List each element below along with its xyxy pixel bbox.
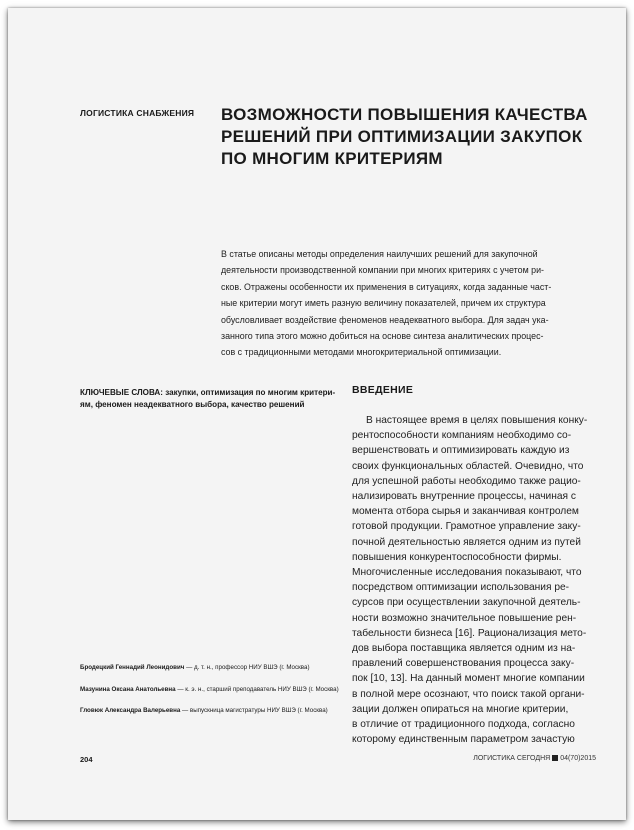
journal-footer [473,755,596,762]
author-description: — выпускница магистратуры НИУ ВШЭ (г. Москва) [180,707,328,714]
body-line: Многочисленные исследования показывают, что [352,567,582,579]
title-line: РЕШЕНИЙ ПРИ ОПТИМИЗАЦИИ ЗАКУПОК [221,127,583,146]
section-heading: ВВЕДЕНИЕ [352,384,414,396]
title-line: ВОЗМОЖНОСТИ ПОВЫШЕНИЯ КАЧЕСТВА [221,105,588,124]
body-line: которому единственным параметром зачастую [352,734,575,746]
keywords [80,387,342,411]
page-number: 204 [80,755,93,764]
author-list [80,664,350,729]
author-entry [80,707,350,715]
body-text [352,413,602,747]
body-line: сурсов при осуществлении закупочной деятель- [352,597,581,609]
author-entry [80,664,350,672]
abstract-line: обусловливает воздействие феноменов неадекватного выбора. Для задач ука- [221,314,549,325]
body-line: готовой продукции. Грамотное управление заку- [352,521,581,533]
body-line: пок [10, 13]. На данный момент многие компании [352,673,585,685]
body-line: почной деятельностью является одним из путей [352,536,581,548]
body-line: правлений совершенствования процесса заку- [352,658,575,670]
body-line: своих функциональных областей. Очевидно, что [352,460,584,472]
abstract-line: ные критерии могут иметь разную величину показателей, причем их структура [221,298,546,309]
body-line: дов выбора поставщика является одним из на- [352,643,576,655]
body-line: посредством оптимизации использования ре- [352,582,570,594]
body-line: в отличие от традиционного подхода, согласно [352,719,575,731]
journal-issue: 04(70)2015 [560,755,596,762]
body-line: нализировать внутренние процессы, начиная с [352,491,576,503]
body-line: В настоящее время в целях повышения конку- [366,415,588,426]
body-line: рентоспособности компаниям необходимо со- [352,430,572,442]
body-line: для успешной работы необходимо также рацио- [352,475,581,487]
keywords-line: ям, феномен неадекватного выбора, качество решений [80,400,305,409]
abstract-line: В статье описаны методы определения наилучших решений для закупочной [221,249,538,259]
abstract-line: занного типа этого можно добиться на основе синтеза аналитических процес- [221,331,544,342]
author-name: Мазунина Оксана Анатольевна [80,685,176,693]
body-line: зации должен опираться на многие критерии, [352,703,569,715]
section-rubric: ЛОГИСТИКА СНАБЖЕНИЯ [80,108,195,118]
journal-page [8,8,626,820]
body-line: табельности бизнеса [16]. Рационализация мето- [352,627,587,639]
abstract [221,246,599,361]
abstract-line: сов с традиционными методами многокритериальной оптимизации. [221,347,502,358]
author-entry [80,686,350,694]
author-description: — д. т. н., профессор НИУ ВШЭ (г. Москва) [184,664,310,671]
body-line: в полной мере осознают, что поиск такой органи- [352,688,585,700]
author-name: Бродецкий Геннадий Леонидович [80,664,185,671]
body-line: повышения конкурентоспособности фирмы. [352,551,562,563]
body-line: момента отбора сырья и заканчивая контролем [352,506,579,518]
body-line: ности возможно значительное повышение рен- [352,612,577,624]
article-title [221,104,611,170]
abstract-line: деятельности производственной компании при многих критериях с учетом ри- [221,265,544,276]
keywords-line: КЛЮЧЕВЫЕ СЛОВА: закупки, оптимизация по многим критери- [80,388,336,397]
abstract-line: сков. Отражены особенности их применения в ситуациях, когда заданные част- [221,281,552,292]
journal-name: ЛОГИСТИКА СЕГОДНЯ [473,755,551,762]
author-description: — к. э. н., старший преподаватель НИУ ВШЭ (г. Москва) [175,685,339,693]
square-separator-icon [552,755,558,761]
author-name: Гловюк Александра Валерьевна [80,707,181,714]
body-line: вершенствовать и оптимизировать каждую из [352,445,570,457]
title-line: ПО МНОГИМ КРИТЕРИЯМ [221,149,443,168]
